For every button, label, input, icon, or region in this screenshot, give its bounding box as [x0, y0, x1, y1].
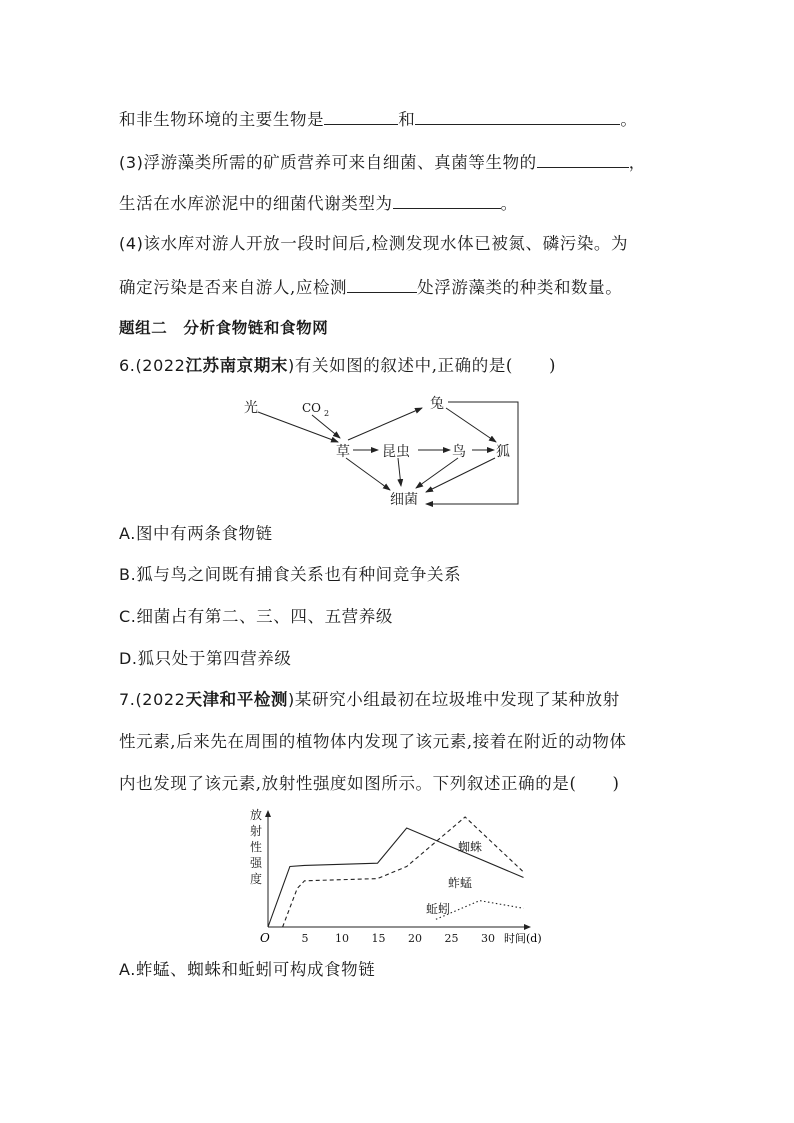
- arrow-rabbit-fox: [446, 408, 496, 442]
- q6-option-d[interactable]: [119, 649, 292, 669]
- arrow-grass-bacteria: [346, 458, 390, 490]
- part-number: (3): [119, 153, 144, 172]
- option-letter: C.: [119, 607, 137, 626]
- food-web-diagram: [240, 390, 530, 515]
- option-letter: A.: [119, 524, 136, 543]
- q5-part4-line-1: [119, 234, 628, 254]
- radioactivity-chart: [240, 805, 550, 950]
- arrow-fox-bacteria: [426, 458, 495, 492]
- chart-series: [268, 817, 524, 927]
- source-close: ): [288, 356, 295, 375]
- q6-option-a[interactable]: [119, 524, 273, 544]
- node-fox: 狐: [496, 444, 510, 460]
- y-label-char: 放: [250, 808, 263, 822]
- series-line-0: [268, 828, 524, 927]
- node-insect: 昆虫: [382, 444, 410, 460]
- q5-text: 和: [398, 110, 416, 129]
- option-letter: D.: [119, 649, 138, 668]
- q5-text: 。: [500, 194, 518, 213]
- q6-option-c[interactable]: [119, 607, 393, 627]
- group-title: 题组二 分析食物链和食物网: [119, 319, 329, 337]
- q5-part3-line-2: [119, 192, 518, 214]
- node-bacteria: 细菌: [390, 492, 418, 508]
- series-line-1: [283, 817, 524, 927]
- question-stem: 内也发现了该元素,放射性强度如图所示。下列叙述正确的是(: [119, 774, 577, 793]
- q6-stem: [119, 356, 556, 376]
- question-number: 6.: [119, 356, 136, 375]
- y-label-char: 度: [250, 872, 263, 886]
- node-bird: 鸟: [452, 444, 466, 460]
- answer-blank[interactable]: [415, 108, 620, 125]
- node-co2: CO: [302, 401, 322, 415]
- arrow-bird-bacteria: [416, 458, 458, 488]
- y-label-char: 性: [250, 840, 263, 854]
- q5-text: ，: [628, 153, 646, 172]
- question-number: 7.: [119, 690, 136, 709]
- q6-option-b[interactable]: [119, 565, 461, 585]
- origin-label: O: [260, 931, 270, 945]
- q7-option-a[interactable]: [119, 960, 375, 980]
- question-stem: 有关如图的叙述中,正确的是(: [294, 356, 513, 375]
- option-text: 狐只处于第四营养级: [137, 649, 292, 668]
- question-stem: 性元素,后来先在周围的植物体内发现了该元素,接着在附近的动物体: [119, 732, 627, 751]
- answer-blank[interactable]: [324, 108, 398, 125]
- q5-part4-line-2: [119, 276, 622, 298]
- answer-blank[interactable]: [347, 276, 417, 293]
- node-grass: 草: [336, 444, 350, 460]
- x-tick-label: 25: [444, 932, 459, 945]
- y-label-char: 射: [250, 824, 263, 838]
- series-label-grasshopper: 蚱蜢: [448, 876, 473, 890]
- x-tick-label: 20: [408, 932, 422, 945]
- x-axis-label: 时间(d): [504, 932, 542, 945]
- y-label-char: 强: [250, 856, 263, 870]
- answer-blank[interactable]: [537, 151, 629, 168]
- option-text: 蚱蜢、蜘蛛和蚯蚓可构成食物链: [135, 960, 376, 979]
- arrow-co2-grass: [312, 415, 340, 438]
- q7-line-1: [119, 690, 620, 710]
- q5-text: 。: [620, 110, 638, 129]
- option-text: 图中有两条食物链: [135, 524, 273, 543]
- node-co2-subscript: 2: [324, 409, 330, 418]
- q7-line-3: [119, 774, 620, 794]
- q5-text: 浮游藻类所需的矿质营养可来自细菌、真菌等生物的: [143, 153, 537, 172]
- option-letter: B.: [119, 565, 137, 584]
- x-tick-label: 15: [371, 932, 386, 945]
- question-stem-close: ): [612, 774, 620, 793]
- arrow-insect-bacteria: [398, 458, 401, 486]
- node-light: 光: [244, 400, 258, 416]
- series-label-spider: 蜘蛛: [458, 840, 483, 854]
- y-axis-title: [250, 808, 263, 886]
- answer-blank[interactable]: [393, 192, 501, 209]
- question-stem: 某研究小组最初在垃圾堆中发现了某种放射: [294, 690, 620, 709]
- part-number: (4): [119, 234, 144, 253]
- question-stem-close: ): [548, 356, 557, 375]
- source-label: 天津和平检测: [185, 690, 289, 709]
- source-close: ): [288, 690, 295, 709]
- q5-line-1: [119, 108, 637, 130]
- option-letter: A.: [119, 960, 136, 979]
- q5-text: 生活在水库淤泥中的细菌代谢类型为: [119, 194, 393, 213]
- q5-text: 处浮游藻类的种类和数量。: [417, 278, 623, 297]
- q5-text: 该水库对游人开放一段时间后,检测发现水体已被氮、磷污染。为: [143, 234, 629, 253]
- x-tick-labels: [302, 932, 496, 945]
- node-rabbit: 兔: [430, 396, 444, 412]
- q5-text: 确定污染是否来自游人,应检测: [119, 278, 348, 297]
- source-label: 江苏南京期末: [185, 356, 289, 375]
- arrow-grass-rabbit: [348, 408, 422, 440]
- x-tick-label: 10: [335, 932, 349, 945]
- option-text: 狐与鸟之间既有捕食关系也有种间竞争关系: [136, 565, 462, 584]
- x-tick-label: 5: [301, 932, 309, 945]
- q7-line-2: [119, 732, 627, 752]
- series-label-earthworm: 蚯蚓: [426, 902, 451, 916]
- q5-text: 和非生物环境的主要生物是: [119, 110, 325, 129]
- q5-part3-line-1: [119, 151, 646, 173]
- source-year: (2022: [135, 690, 186, 709]
- x-tick-label: 30: [481, 932, 495, 945]
- source-year: (2022: [135, 356, 186, 375]
- option-text: 细菌占有第二、三、四、五营养级: [136, 607, 393, 626]
